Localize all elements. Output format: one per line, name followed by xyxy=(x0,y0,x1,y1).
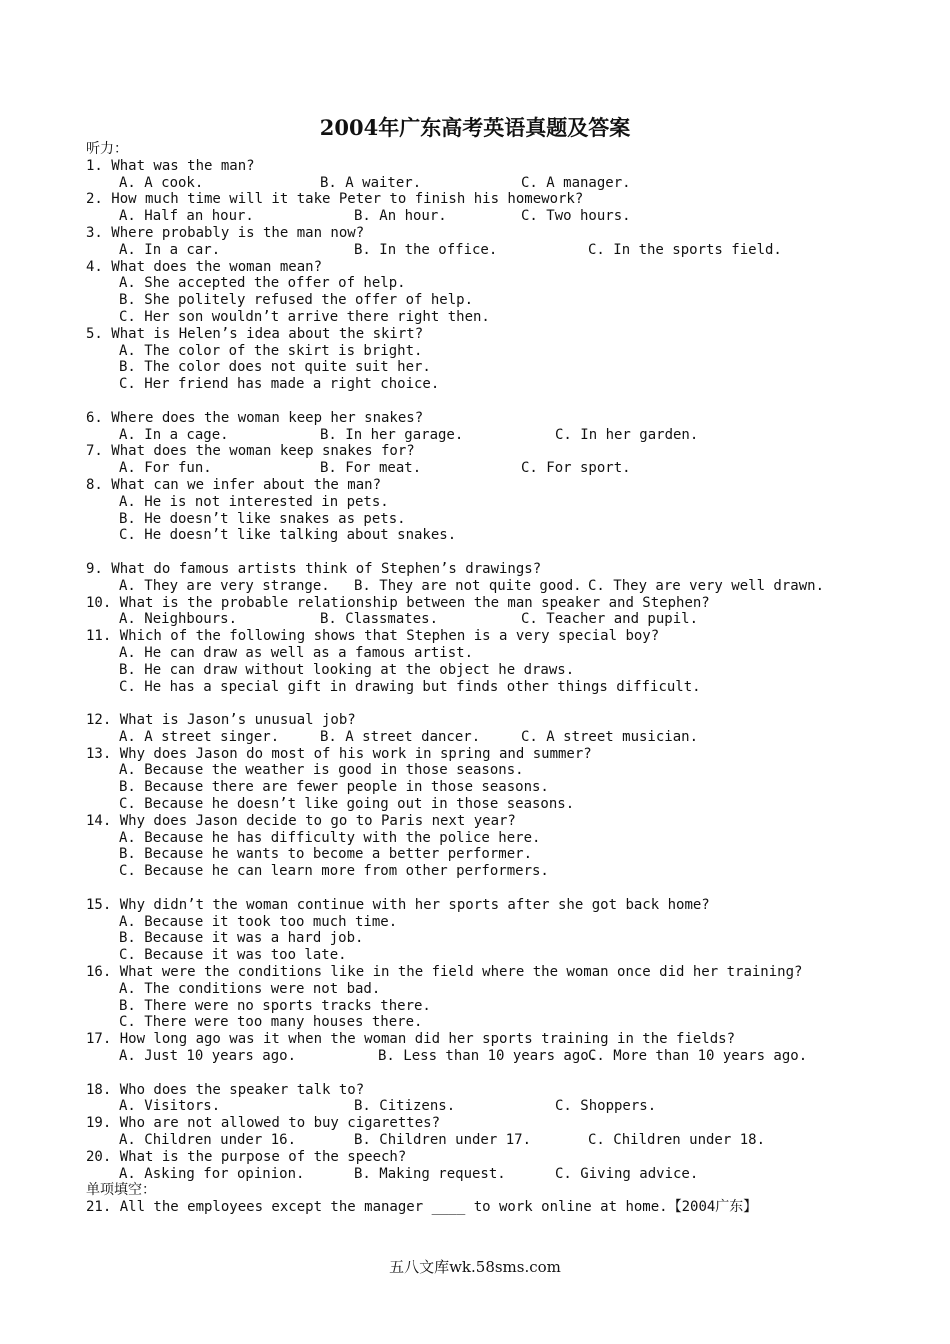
question-15: 15. Why didn’t the woman continue with her sports after she got back home? xyxy=(86,896,710,913)
question-4: 4. What does the woman mean? xyxy=(86,258,323,275)
option-a: A. He is not interested in pets. xyxy=(119,493,389,510)
question-8: 8. What can we infer about the man? xyxy=(86,476,382,493)
question-12: 12. What is Jason’s unusual job? xyxy=(86,712,356,729)
option-b: B. Classmates. xyxy=(320,611,439,628)
option-b: B. Because he wants to become a better performer. xyxy=(119,846,533,863)
question-18: 18. Who does the speaker talk to? xyxy=(86,1081,365,1098)
options-row-7 xyxy=(86,460,936,477)
option-a: A. Because the weather is good in those seasons. xyxy=(119,762,524,779)
options-row-20 xyxy=(86,1166,936,1183)
options-row-1 xyxy=(86,175,936,192)
option-c: C. Children under 18. xyxy=(588,1132,766,1149)
question-5: 5. What is Helen’s idea about the skirt? xyxy=(86,325,424,342)
option-c: C. Her son wouldn’t arrive there right then. xyxy=(119,308,490,325)
option-b: B. Because it was a hard job. xyxy=(119,930,364,947)
footer-watermark: 五八文库wk.58sms.com xyxy=(389,1258,561,1276)
options-row-18 xyxy=(86,1098,936,1115)
option-b: B. For meat. xyxy=(320,460,422,477)
question-13: 13. Why does Jason do most of his work in spring and summer? xyxy=(86,745,592,762)
question-14: 14. Why does Jason decide to go to Paris next year? xyxy=(86,812,516,829)
option-c: C. More than 10 years ago. xyxy=(588,1048,808,1065)
option-a: A. Asking for opinion. xyxy=(119,1165,305,1182)
question-16: 16. What were the conditions like in the field where the woman once did her training? xyxy=(86,964,803,981)
question-7: 7. What does the woman keep snakes for? xyxy=(86,443,415,460)
blank-line xyxy=(86,393,936,410)
options-row-9 xyxy=(86,578,936,595)
option-c: C. Teacher and pupil. xyxy=(521,611,699,628)
options-row-2 xyxy=(86,208,936,225)
option-b: B. An hour. xyxy=(354,208,447,225)
options-row-17 xyxy=(86,1048,936,1065)
option-c: C. Because he doesn’t like going out in those seasons. xyxy=(119,796,575,813)
option-a: A. Neighbours. xyxy=(119,611,238,628)
document-body xyxy=(86,141,936,1216)
option-a: A. Half an hour. xyxy=(119,208,254,225)
options-row-6 xyxy=(86,427,936,444)
option-b: B. Children under 17. xyxy=(354,1132,532,1149)
section-heading-single-choice: 单项填空： xyxy=(86,1182,156,1199)
option-a: A. She accepted the offer of help. xyxy=(119,275,406,292)
option-a: A. Because he has difficulty with the police here. xyxy=(119,829,541,846)
question-1: 1. What was the man? xyxy=(86,157,255,174)
option-a: A. They are very strange. xyxy=(119,577,330,594)
options-row-3 xyxy=(86,242,936,259)
question-10: 10. What is the probable relationship between the man speaker and Stephen? xyxy=(86,594,710,611)
option-a: A. In a car. xyxy=(119,241,221,258)
page-title: 2004年广东高考英语真题及答案 xyxy=(319,115,631,140)
question-6: 6. Where does the woman keep her snakes? xyxy=(86,409,424,426)
blank-line xyxy=(86,880,936,897)
options-row-12 xyxy=(86,729,936,746)
option-b: B. She politely refused the offer of help. xyxy=(119,292,474,309)
option-a: A. For fun. xyxy=(119,460,212,477)
option-b: B. A waiter. xyxy=(320,174,422,191)
question-11: 11. Which of the following shows that Stephen is a very special boy? xyxy=(86,628,660,645)
option-a: A. The color of the skirt is bright. xyxy=(119,342,423,359)
blank-line xyxy=(86,544,936,561)
option-b: B. A street dancer. xyxy=(320,728,481,745)
option-a: A. He can draw as well as a famous artist. xyxy=(119,644,474,661)
option-c: C. In the sports field. xyxy=(588,241,782,258)
option-c: C. He has a special gift in drawing but finds other things difficult. xyxy=(119,678,701,695)
question-19: 19. Who are not allowed to buy cigarettes? xyxy=(86,1115,441,1132)
option-b: B. There were no sports tracks there. xyxy=(119,997,431,1014)
option-c: C. Two hours. xyxy=(521,208,631,225)
option-c: C. He doesn’t like talking about snakes. xyxy=(119,527,457,544)
option-c: C. A manager. xyxy=(521,174,631,191)
option-a: A. A street singer. xyxy=(119,728,280,745)
option-a: A. Children under 16. xyxy=(119,1132,297,1149)
option-c: C. Because it was too late. xyxy=(119,947,347,964)
section-heading-listening: 听力： xyxy=(86,141,128,157)
option-a: A. In a cage. xyxy=(119,426,229,443)
option-c: C. In her garden. xyxy=(555,426,699,443)
option-c: C. For sport. xyxy=(521,460,631,477)
blank-line xyxy=(86,695,936,712)
option-c: C. Her friend has made a right choice. xyxy=(119,376,440,393)
option-b: B. In the office. xyxy=(354,241,498,258)
option-c: C. Because he can learn more from other performers. xyxy=(119,863,549,880)
option-a: A. The conditions were not bad. xyxy=(119,980,381,997)
option-b: B. He can draw without looking at the object he draws. xyxy=(119,661,575,678)
question-2: 2. How much time will it take Peter to finish his homework? xyxy=(86,191,584,208)
option-c: C. A street musician. xyxy=(521,728,699,745)
option-b: B. They are not quite good. xyxy=(354,577,582,594)
option-a: A. Visitors. xyxy=(119,1098,221,1115)
option-a: A. Just 10 years ago. xyxy=(119,1048,297,1065)
option-a: A. Because it took too much time. xyxy=(119,913,398,930)
option-c: C. Shoppers. xyxy=(555,1098,657,1115)
option-b: B. In her garage. xyxy=(320,426,464,443)
question-21: 21. All the employees except the manager ____ to work online at home.【2004广东】 xyxy=(86,1199,758,1216)
blank-line xyxy=(86,1065,936,1082)
option-c: C. They are very well drawn. xyxy=(588,577,825,594)
option-b: B. Making request. xyxy=(354,1165,506,1182)
question-9: 9. What do famous artists think of Stephen’s drawings? xyxy=(86,560,542,577)
option-b: B. Citizens. xyxy=(354,1098,456,1115)
option-b: B. He doesn’t like snakes as pets. xyxy=(119,510,406,527)
question-3: 3. Where probably is the man now? xyxy=(86,224,365,241)
options-row-10 xyxy=(86,611,936,628)
option-b: B. Less than 10 years ago. xyxy=(378,1048,598,1065)
question-17: 17. How long ago was it when the woman did her sports training in the fields? xyxy=(86,1031,736,1048)
question-20: 20. What is the purpose of the speech? xyxy=(86,1148,407,1165)
option-c: C. Giving advice. xyxy=(555,1165,699,1182)
option-b: B. Because there are fewer people in those seasons. xyxy=(119,779,549,796)
option-b: B. The color does not quite suit her. xyxy=(119,359,431,376)
option-c: C. There were too many houses there. xyxy=(119,1014,423,1031)
options-row-19 xyxy=(86,1132,936,1149)
option-a: A. A cook. xyxy=(119,174,204,191)
